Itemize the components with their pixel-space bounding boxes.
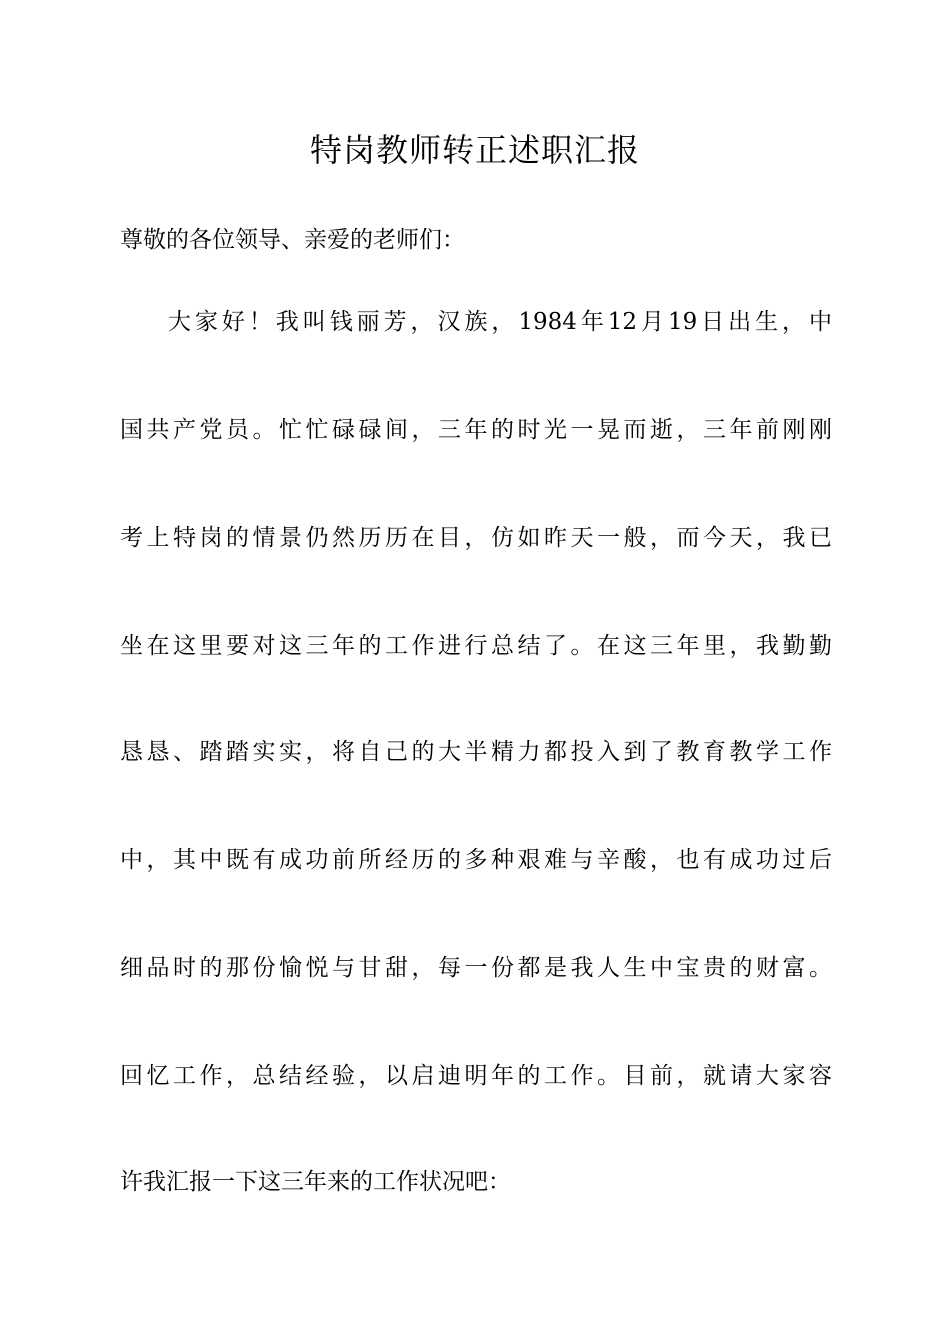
paragraph-line-6: 中，其中既有成功前所经历的多种艰难与辛酸，也有成功过后 xyxy=(120,847,832,873)
paragraph-line-2: 国共产党员。忙忙碌碌间，三年的时光一晃而逝，三年前刚刚 xyxy=(120,417,832,443)
paragraph-line-1: 大家好！我叫钱丽芳，汉族，1984年12月19日出生，中 xyxy=(168,309,832,335)
paragraph-line-5: 恳恳、踏踏实实，将自己的大半精力都投入到了教育教学工作 xyxy=(120,739,832,765)
paragraph-line-4: 坐在这里要对这三年的工作进行总结了。在这三年里，我勤勤 xyxy=(120,633,832,659)
paragraph-line-7: 细品时的那份愉悦与甘甜，每一份都是我人生中宝贵的财富。 xyxy=(120,955,832,981)
paragraph-line-3: 考上特岗的情景仍然历历在目，仿如昨天一般，而今天，我已 xyxy=(120,525,832,551)
paragraph-line-9: 许我汇报一下这三年来的工作状况吧： xyxy=(120,1169,511,1195)
document-title: 特岗教师转正述职汇报 xyxy=(309,131,640,169)
salutation: 尊敬的各位领导、亲爱的老师们： xyxy=(120,227,465,253)
paragraph-line-8: 回忆工作，总结经验，以启迪明年的工作。目前，就请大家容 xyxy=(120,1063,832,1089)
